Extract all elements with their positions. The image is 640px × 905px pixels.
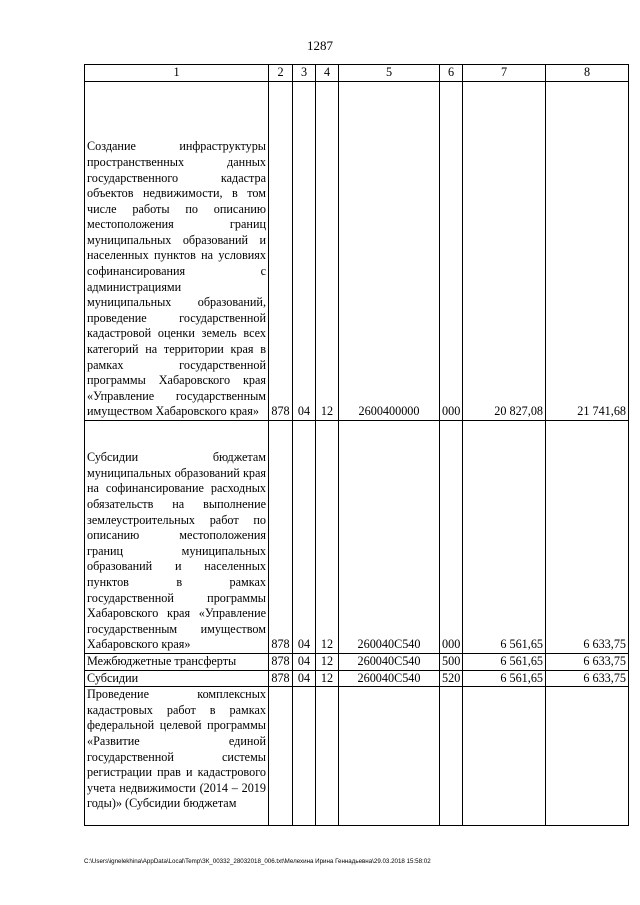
row-code-3: 04 xyxy=(293,654,316,671)
row-code-3: 04 xyxy=(293,670,316,687)
row-value-8 xyxy=(546,687,629,826)
row-code-6: 500 xyxy=(440,654,463,671)
header-cell: 7 xyxy=(463,65,546,82)
table-row xyxy=(85,421,629,654)
table-row xyxy=(85,654,629,671)
row-value-8: 6 633,75 xyxy=(546,670,629,687)
row-code-2: 878 xyxy=(269,82,293,421)
row-code-6: 000 xyxy=(440,421,463,654)
row-code-4: 12 xyxy=(316,82,339,421)
row-value-8: 21 741,68 xyxy=(546,82,629,421)
header-cell: 5 xyxy=(339,65,440,82)
row-code-2: 878 xyxy=(269,654,293,671)
file-path-footer: C:\Users\ignelekhina\AppData\Local\Temp\ЗК_00332_28032018_006.txt\Мелехина Ирина Геннадьевна\29.03.2018 15:58:02 xyxy=(84,858,431,865)
row-value-7: 6 561,65 xyxy=(463,670,546,687)
row-code-4: 12 xyxy=(316,654,339,671)
header-cell: 3 xyxy=(293,65,316,82)
page-number: 1287 xyxy=(307,38,333,53)
row-code-5: 260040С540 xyxy=(339,670,440,687)
header-cell: 8 xyxy=(546,65,629,82)
row-code-4 xyxy=(316,687,339,826)
row-name: Межбюджетные трансферты xyxy=(85,654,269,671)
row-name: Создание инфраструктуры пространственных данных государственного кадастра объектов недвижимости, в том числе работы по описанию местоположения границ муниципальных образований и населенных пунктов на условиях софинансирования с администрациями муниципальных образований, проведение государственной кадастровой оценки земель всех категорий на территории края в рамках государственной программы Хабаровского края «Управление государственным имуществом Хабаровского края» xyxy=(85,82,269,421)
table-row xyxy=(85,687,629,826)
row-code-4: 12 xyxy=(316,670,339,687)
row-code-6: 000 xyxy=(440,82,463,421)
table-row xyxy=(85,82,629,421)
table-row xyxy=(85,670,629,687)
table-header-row xyxy=(85,65,629,82)
row-value-8: 6 633,75 xyxy=(546,654,629,671)
row-value-7: 20 827,08 xyxy=(463,82,546,421)
row-code-5: 260040С540 xyxy=(339,421,440,654)
row-code-5: 260040С540 xyxy=(339,654,440,671)
header-cell: 2 xyxy=(269,65,293,82)
row-code-3: 04 xyxy=(293,82,316,421)
row-code-2: 878 xyxy=(269,421,293,654)
row-code-3: 04 xyxy=(293,421,316,654)
row-code-3 xyxy=(293,687,316,826)
row-code-6: 520 xyxy=(440,670,463,687)
row-name: Субсидии бюджетам муниципальных образований края на софинансирование расходных обязательств на выполнение землеустроительных работ по описанию местоположения границ муниципальных образований и населенных пунктов в рамках государственной программы Хабаровского края «Управление государственным имуществом Хабаровского края» xyxy=(85,421,269,654)
row-code-2 xyxy=(269,687,293,826)
row-name: Субсидии xyxy=(85,670,269,687)
row-value-7 xyxy=(463,687,546,826)
row-code-2: 878 xyxy=(269,670,293,687)
row-code-4: 12 xyxy=(316,421,339,654)
row-value-7: 6 561,65 xyxy=(463,421,546,654)
header-cell: 6 xyxy=(440,65,463,82)
row-code-5 xyxy=(339,687,440,826)
row-code-6 xyxy=(440,687,463,826)
row-name: Проведение комплексных кадастровых работ в рамках федеральной целевой программы «Развитие единой государственной системы регистрации прав и кадастрового учета недвижимости (2014 – 2019 годы)» (Субсидии бюджетам xyxy=(85,687,269,826)
header-cell: 1 xyxy=(85,65,269,82)
header-cell: 4 xyxy=(316,65,339,82)
row-value-7: 6 561,65 xyxy=(463,654,546,671)
row-code-5: 2600400000 xyxy=(339,82,440,421)
budget-table xyxy=(84,64,629,826)
row-value-8: 6 633,75 xyxy=(546,421,629,654)
